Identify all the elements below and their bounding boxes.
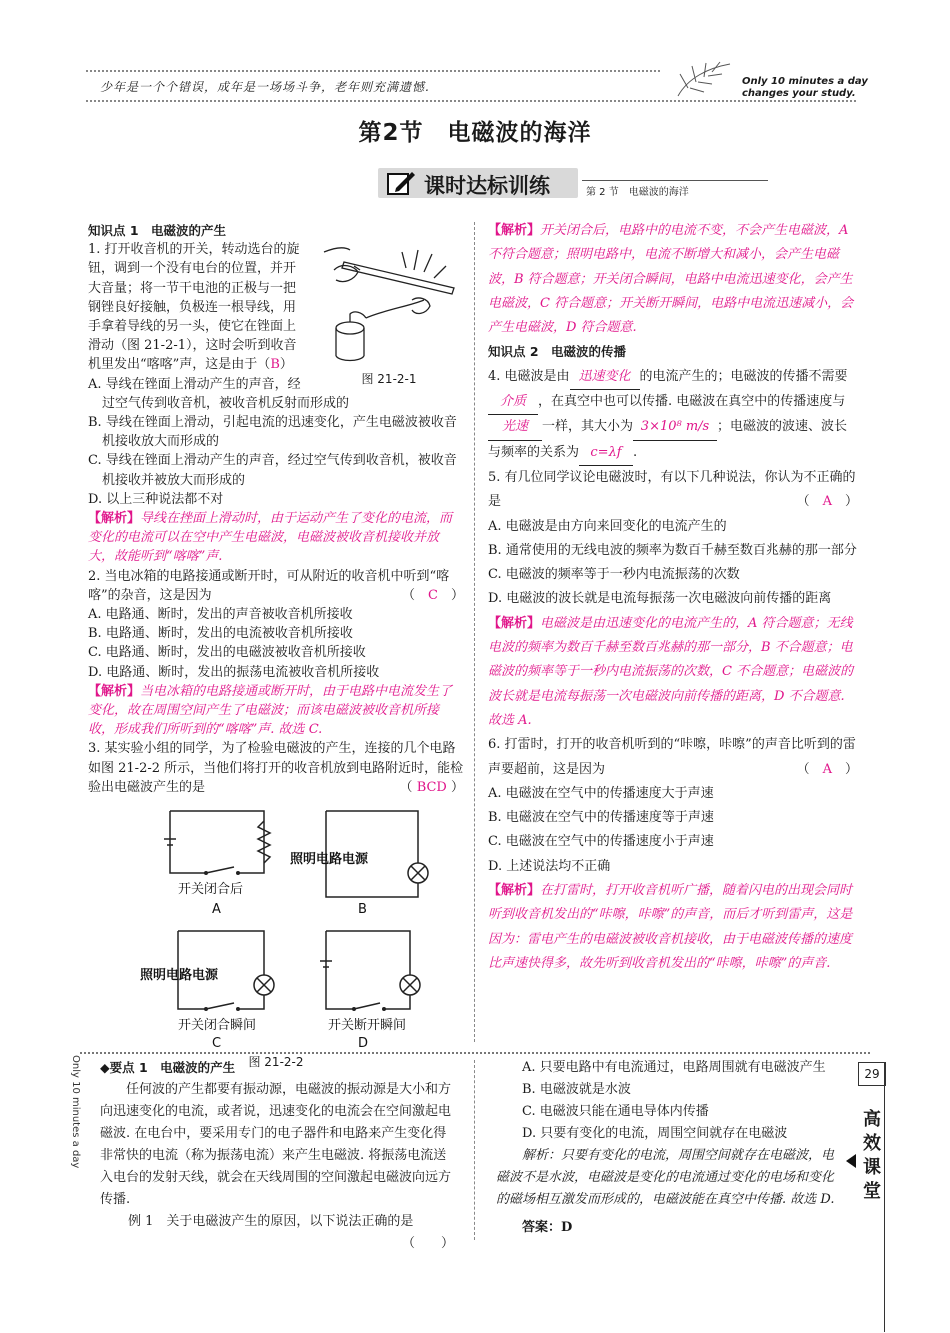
- q4-part-1: 4. 电磁波是由: [488, 368, 570, 384]
- q6-option-b: B. 电磁波在空气中的传播速度等于声速: [488, 810, 714, 826]
- bottom-divider: [80, 1052, 870, 1054]
- q6-expl-tag: 【解析】: [488, 883, 541, 899]
- q4-part-2: 的电流产生的；电磁波的传播不需要: [639, 368, 848, 384]
- vertical-english: Only 10 minutes a day: [70, 1055, 81, 1169]
- q6-option-a: A. 电磁波在空气中的传播速度大于声速: [488, 785, 714, 801]
- q2-option-c: C. 电路通、断时，发出的电磁波被收音机所接收: [88, 645, 366, 661]
- q4-blank-4: 3×10⁸ m/s: [633, 415, 717, 440]
- q4-blank-1: 迅速变化: [570, 365, 640, 390]
- q2-option-a: A. 电路通、断时，发出的声音被收音机所接收: [88, 607, 353, 623]
- banner-sub: 第 2 节 电磁波的海洋: [586, 187, 689, 198]
- q6-expl-text: 在打雷时，打开收音机听广播，随着闪电的出现会同时听到收音机发出的“咔嚓，咔嚓”的声音，而后才听到雷声，这是因为：雷电产生的电磁波被收音机接收，由于电磁波传播的速度比声速快得多，故先听到收音机发出的“咔嚓，咔嚓”的声音.: [488, 883, 853, 971]
- q3-stem-text: 3. 某实验小组的同学，为了检验电磁波的产生，连接的几个电路如图 21-2-2 所示，当他们将打开的收音机放到电路附近时，能检验出电磁波产生的是: [88, 741, 464, 795]
- circuit-a-caption: 开关闭合后: [178, 882, 244, 898]
- file-battery-illustration: [314, 240, 464, 364]
- figure-21-2-2: [88, 801, 464, 1051]
- q6-explanation: [488, 879, 858, 976]
- knowledge-point-2: 知识点 2 电磁波的传播: [488, 344, 627, 360]
- figure-21-2-1: [314, 240, 464, 388]
- q1-option-a: A. 导线在锉面上滑动产生的声音，经过空气传到收音机，被收音机反射而形成的: [88, 376, 350, 411]
- q1-explanation: [88, 509, 464, 567]
- circuit-c-caption: 开关闭合瞬间: [178, 1018, 257, 1034]
- q5-option-c: C. 电磁波的频率等于一秒内电流振荡的次数: [488, 567, 740, 583]
- q1-answer: B: [270, 357, 280, 373]
- circuit-c-label: 照明电路电源: [140, 968, 219, 984]
- q2-option-b: B. 电路通、断时，发出的电流被收音机所接收: [88, 626, 353, 642]
- example-analysis: 解析：只要有变化的电流，周围空间就存在电磁波，电磁波不是水波，电磁波是变化的电流通过变化的电场和变化的磁场相互激发而形成的，电磁波能在真空中传播. 故选 D.: [496, 1148, 835, 1207]
- q2-answer: C: [428, 587, 438, 603]
- key-point-text: 任何波的产生都要有振动源，电磁波的振动源是大小和方向迅速变化的电流，或者说，迅速变化的电流会在空间激起电磁波. 在电台中，要采用专门的电子器件和电路来产生变化得非常快的电流（称为振荡电流）来产生电磁波. 将振荡电流送入电台的发射天线，就会在天线周围的空间激起电磁波向远方传播.: [100, 1082, 452, 1207]
- q6-stem-text: 6. 打雷时，打开的收音机听到的“咔嚓，咔嚓”的声音比听到的雷声要超前，这是因为: [488, 737, 856, 777]
- q4-part-3: ，在真空中也可以传播. 电磁波在真空中的传播速度与: [538, 394, 846, 410]
- q6-answer: A: [822, 761, 832, 777]
- column-divider: [474, 222, 475, 1042]
- circuit-d-wire: [326, 931, 410, 1009]
- q3-answer: BCD: [416, 779, 447, 795]
- side-arrow-icon: [846, 1154, 856, 1172]
- q2-expl-tag: 【解析】: [88, 683, 141, 699]
- q5-answer: A: [822, 494, 832, 510]
- q4-blank-2: 介质: [488, 390, 538, 415]
- example-answer-column: [496, 1057, 846, 1239]
- example-option-b: B. 电磁波就是水波: [522, 1082, 631, 1097]
- q4-blank-3: 光速: [488, 415, 542, 440]
- knowledge-point-1: 知识点 1 电磁波的产生: [88, 223, 227, 238]
- q5-explanation: [488, 612, 858, 733]
- header-motto: 少年是一个个错误，成年是一场场斗争，老年则充满遗憾.: [100, 80, 430, 94]
- figure-21-2-2-caption: 图 21-2-2: [248, 1055, 304, 1070]
- english-line-1: Only 10 minutes a day: [742, 76, 868, 87]
- left-column: [88, 221, 464, 1072]
- q1-expl-tag: 【解析】: [88, 511, 141, 527]
- bottom-column-divider: [474, 1060, 475, 1240]
- figure-caption: 图 21-2-1: [361, 372, 417, 387]
- circuit-a-switch: [206, 867, 234, 873]
- question-5-stem: 5. 有几位同学议论电磁波时，有以下几种说法，你认为不正确的是 （ A ）: [488, 469, 858, 510]
- circuit-d-letter: D: [358, 1036, 369, 1052]
- q4-part-6: .: [633, 444, 638, 460]
- q4-part-5: ；电磁波的波速、波长与频率的关系为: [488, 419, 848, 460]
- q1-option-b: B. 导线在锉面上滑动，引起电流的迅速变化，产生电磁波被收音机接收放大而形成的: [88, 415, 457, 450]
- side-label: 高 效 课 堂: [863, 1109, 881, 1202]
- circuit-a-wire: [170, 811, 264, 873]
- key-point-column: [100, 1057, 454, 1255]
- english-line-2: changes your study.: [742, 88, 856, 99]
- q3-expl-tag: 【解析】: [488, 223, 541, 238]
- example-1: 例 1 关于电磁波产生的原因，以下说法正确的是: [128, 1214, 414, 1229]
- pencil-icon: [386, 170, 416, 200]
- q6-option-d: D. 上述说法均不正确: [488, 858, 611, 874]
- q5-expl-tag: 【解析】: [488, 615, 541, 631]
- question-1: [88, 240, 464, 387]
- question-2-stem: 2. 当电冰箱的电路接通或断开时，可从附近的收音机中听到“喀喀”的杂音，这是因为 （ C ）: [88, 568, 464, 603]
- page-number: 29: [858, 1062, 886, 1086]
- q5-expl-text: 电磁波是由迅速变化的电流产生的，A 符合题意；无线电波的频率为数百千赫至数百兆赫的那一部分，B 不合题意；电磁波的频率等于一秒内电流振荡的次数，C 不合题意；电磁波的波长就是电流每振荡一次电磁波向前传播的距离，D 不合题意. 故选 A.: [488, 615, 854, 728]
- q1-stem-text: 1. 打开收音机的开关，转动选台的旋钮，调到一个没有电台的位置，并开大音量；将一节干电池的正极与一把钢锉良好接触，负极连一根导线，用手拿着导线的另一头，使它在锉面上滑动（图 21-2-1），这时会听到收音机里发出“喀喀”声，这是由于: [88, 242, 300, 373]
- question-1-stem: 1. 打开收音机的开关，转动选台的旋钮，调到一个没有电台的位置，并开大音量；将一节干电池的正极与一把钢锉良好接触，负极连一根导线，用手拿着导线的另一头，使它在锉面上滑动（图 21-2-1），这时会听到收音机里发出“喀喀”声，这是由于（B）: [88, 242, 300, 373]
- leaf-icon: [668, 58, 738, 106]
- example-option-c: C. 电磁波只能在通电导体内传播: [522, 1104, 709, 1119]
- question-6-stem: 6. 打雷时，打开的收音机听到的“咔嚓，咔嚓”的声音比听到的雷声要超前，这是因为 （ A ）: [488, 737, 858, 777]
- question-4: [488, 365, 858, 466]
- banner-text: 课时达标训练: [424, 174, 550, 198]
- q5-option-b: B. 通常使用的无线电波的频率为数百千赫至数百兆赫的那一部分: [488, 542, 857, 558]
- circuit-a-letter: A: [212, 902, 221, 918]
- example-1-paren: （ ）: [401, 1236, 454, 1251]
- header-dotted-rule-bottom: [86, 100, 856, 102]
- right-column: [488, 219, 858, 976]
- side-tab-border: [884, 1062, 885, 1332]
- q6-option-c: C. 电磁波在空气中的传播速度小于声速: [488, 834, 714, 850]
- q3-expl-text: 开关闭合后，电路中的电流不变，不会产生电磁波，A 不符合题意；照明电路中，电流不断增大和减小，会产生电磁波，B 符合题意；开关闭合瞬间，电路中电流迅速变化，会产生电磁波，C 符合题意；开关断开瞬间，电路中电流迅速减小，会产生电磁波，D 符合题意.: [488, 223, 854, 336]
- q2-explanation: [88, 682, 464, 740]
- key-point-title: ◆要点 1 电磁波的产生: [100, 1060, 236, 1075]
- page-title: 第2节 电磁波的海洋: [358, 120, 592, 146]
- q1-option-c: C. 导线在锉面上滑动产生的声音，经过空气传到收音机，被收音机接收并被放大而形成的: [88, 453, 457, 488]
- header-dotted-rule: [86, 70, 660, 72]
- q3-explanation: [488, 219, 858, 340]
- q5-stem-text: 5. 有几位同学议论电磁波时，有以下几种说法，你认为不正确的是: [488, 469, 856, 510]
- q4-blank-5: c=λf: [579, 441, 633, 466]
- q4-part-4: 一样，其大小为: [542, 419, 634, 435]
- circuit-d-caption: 开关断开瞬间: [328, 1018, 407, 1034]
- example-option-a: A. 只要电路中有电流通过，电路周围就有电磁波产生: [522, 1060, 826, 1075]
- q2-expl-text: 当电冰箱的电路接通或断开时，由于电路中电流发生了变化，故在周围空间产生了电磁波；而该电磁波被收音机所接收，形成我们所听到的“喀喀”声. 故选 C.: [88, 683, 453, 738]
- circuit-c-switch: [206, 1003, 234, 1009]
- circuit-b-letter: B: [358, 902, 367, 918]
- circuit-b-label: 照明电路电源: [290, 852, 369, 868]
- circuit-d-switch: [354, 1003, 380, 1009]
- q1-expl-text: 导线在挫面上滑动时，由于运动产生了变化的电流，而变化的电流可以在空中产生电磁波，电磁波被收音机接收并放大，故能听到“喀喀”声.: [88, 511, 453, 565]
- section-banner: [378, 168, 770, 198]
- example-answer: 答案：D: [522, 1220, 573, 1235]
- circuit-c-letter: C: [212, 1036, 222, 1052]
- q2-stem-text: 2. 当电冰箱的电路接通或断开时，可从附近的收音机中听到“喀喀”的杂音，这是因为: [88, 568, 450, 603]
- header-english: [742, 76, 868, 100]
- question-3-stem: 3. 某实验小组的同学，为了检验电磁波的产生，连接的几个电路如图 21-2-2 所示，当他们将打开的收音机放到电路附近时，能检验出电磁波产生的是 （ BCD ）: [88, 741, 464, 795]
- q2-option-d: D. 电路通、断时，发出的振荡电流被收音机所接收: [88, 664, 380, 680]
- banner-rule: [582, 180, 768, 181]
- example-option-d: D. 只要有变化的电流，周围空间就存在电磁波: [522, 1126, 788, 1141]
- q1-option-d: D. 以上三种说法都不对: [88, 491, 224, 507]
- q5-option-a: A. 电磁波是由方向来回变化的电流产生的: [488, 518, 727, 534]
- q5-option-d: D. 电磁波的波长就是电流每振荡一次电磁波向前传播的距离: [488, 591, 832, 607]
